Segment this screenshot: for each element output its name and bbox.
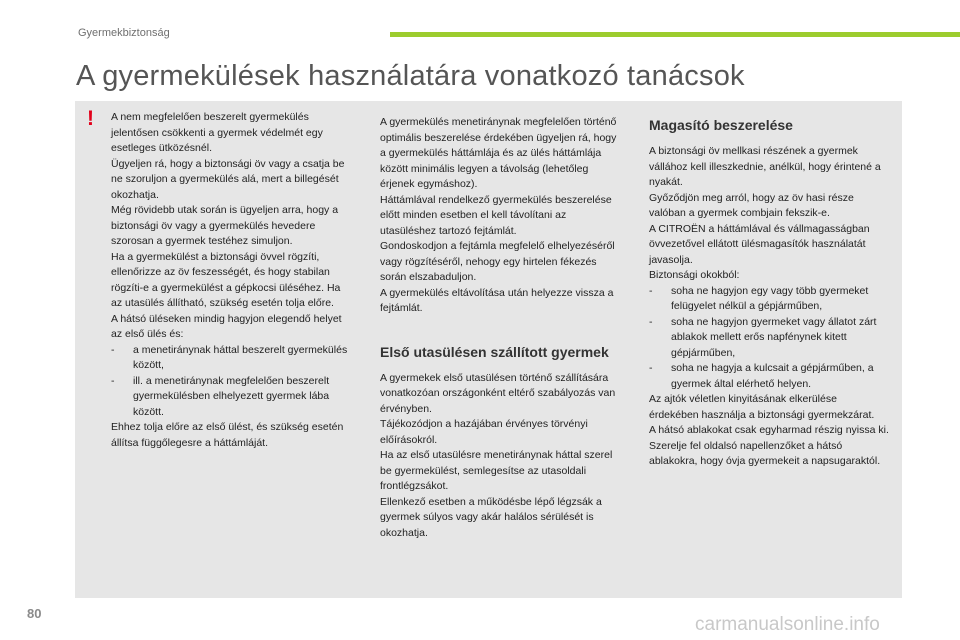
page-number: 80 <box>27 606 42 621</box>
column-installation <box>380 115 620 541</box>
paragraph: Szerelje fel oldalsó napellenzőket a hátsó ablakokra, hogy óvja gyermekeit a napsugaraktól. <box>649 439 881 467</box>
paragraph: Ügyeljen rá, hogy a biztonsági öv vagy a csatja be ne szoruljon a gyermekülés alá, mert a billegését okozhatja. <box>111 157 345 201</box>
paragraph: Győződjön meg arról, hogy az öv hasi része valóban a gyermek combjain fekszik-e. <box>649 191 854 219</box>
list-item <box>649 361 889 392</box>
bullet-dash: - <box>111 343 115 356</box>
bullet-dash: - <box>649 284 653 297</box>
column-booster <box>649 117 889 470</box>
paragraph: Az ajtók véletlen kinyitásának elkerülése érdekében használja a biztonsági gyermekzárat. <box>649 393 875 421</box>
column-warning <box>111 110 351 451</box>
paragraph: Ellenkező esetben a működésbe lépő légzsák a gyermek súlyos vagy akár halálos sérülését is okozhatja. <box>380 495 602 539</box>
paragraph: A biztonsági öv mellkasi részének a gyermek vállához kell illeszkednie, anélkül, hogy érintené a nyakát. <box>649 145 881 188</box>
list-item-text: soha ne hagyjon egy vagy több gyermeket felügyelet nélkül a gépjárműben, <box>671 284 869 312</box>
list-item <box>649 315 889 362</box>
list-item-text: soha ne hagyja a kulcsait a gépjárműben, a gyermek által elérhető helyen. <box>671 362 874 390</box>
section-label: Gyermekbiztonság <box>78 27 170 39</box>
section-heading-front-seat: Első utasülésen szállított gyermek <box>380 343 609 360</box>
paragraph: A nem megfelelően beszerelt gyermekülés jelentősen csökkenti a gyermek védelmét egy esetleges ütközésnél. <box>111 111 323 154</box>
paragraph: Ehhez tolja előre az első ülést, és szükség esetén állítsa függőlegesre a háttámláját. <box>111 421 344 449</box>
paragraph: A gyermekülés menetiránynak megfelelően történő optimális beszerelése érdekében ügyeljen rá, hogy a gyermekülés háttámlája és az ülés háttámlája között minimális legyen a távolság (lehetőleg érjenek egymáshoz). <box>380 116 617 190</box>
paragraph: A hátsó ablakokat csak egyharmad részig nyissa ki. <box>649 424 889 436</box>
list-item-text: soha ne hagyjon gyermeket vagy állatot zárt ablakok mellett erős napfénynek kitett gépjárműben, <box>671 315 877 359</box>
paragraph: Tájékozódjon a hazájában érvényes törvényi előírásokról. <box>380 418 588 446</box>
list-item-text: ill. a menetiránynak megfelelően beszerelt gyermekülésben elhelyezett gyermek lába között. <box>133 374 330 418</box>
paragraph: Még rövidebb utak során is ügyeljen arra, hogy a biztonsági öv vagy a gyermekülés hevedere szorosan a gyermek testéhez simuljon. <box>111 204 339 247</box>
paragraph: Biztonsági okokból: <box>649 269 740 281</box>
list-item <box>111 343 351 374</box>
paragraph: Gondoskodjon a fejtámla megfelelő elhelyezéséről vagy rögzítéséről, nehogy egy hirtelen fékezés során elszabaduljon. <box>380 240 615 283</box>
warning-icon: ! <box>87 107 94 130</box>
accent-bar <box>390 32 960 37</box>
bullet-dash: - <box>649 315 653 328</box>
list-item <box>649 284 889 315</box>
section-heading-booster: Magasító beszerelése <box>649 117 793 133</box>
paragraph: Ha a gyermekülést a biztonsági övvel rögzíti, ellenőrizze az öv feszességét, és hogy stabilan rögzíti-e a gyermekülést a gépkocsi üléséhez. Ha az utasülés állítható, szükség esetén tolja előre. <box>111 250 341 309</box>
watermark: carmanualsonline.info <box>695 614 880 635</box>
paragraph: Ha az első utasülésre menetiránynak háttal szerel be gyermekülést, semlegesítse az utasoldali frontlégzsákot. <box>380 449 613 492</box>
bullet-dash: - <box>111 374 115 387</box>
bullet-dash: - <box>649 362 653 374</box>
paragraph: A gyermekülés eltávolítása után helyezze vissza a fejtámlát. <box>380 286 614 314</box>
paragraph: Háttámlával rendelkező gyermekülés beszerelése előtt minden esetben el kell távolítani az utasüléshez tartozó fejtámlát. <box>380 193 612 237</box>
list-item <box>111 374 351 421</box>
paragraph: A hátsó üléseken mindig hagyjon elegendő helyet az első ülés és: <box>111 312 342 340</box>
page-title: A gyermekülések használatára vonatkozó tanácsok <box>76 60 745 92</box>
paragraph: A CITROËN a háttámlával és vállmagasságban övvezetővel ellátott ülésmagasítók használatát javasolja. <box>649 222 870 266</box>
list-item-text: a menetiránynak háttal beszerelt gyermekülés között, <box>133 343 348 371</box>
paragraph: A gyermekek első utasülésen történő szállítására vonatkozóan országonként eltérő szabályozás van érvényben. <box>380 371 616 415</box>
